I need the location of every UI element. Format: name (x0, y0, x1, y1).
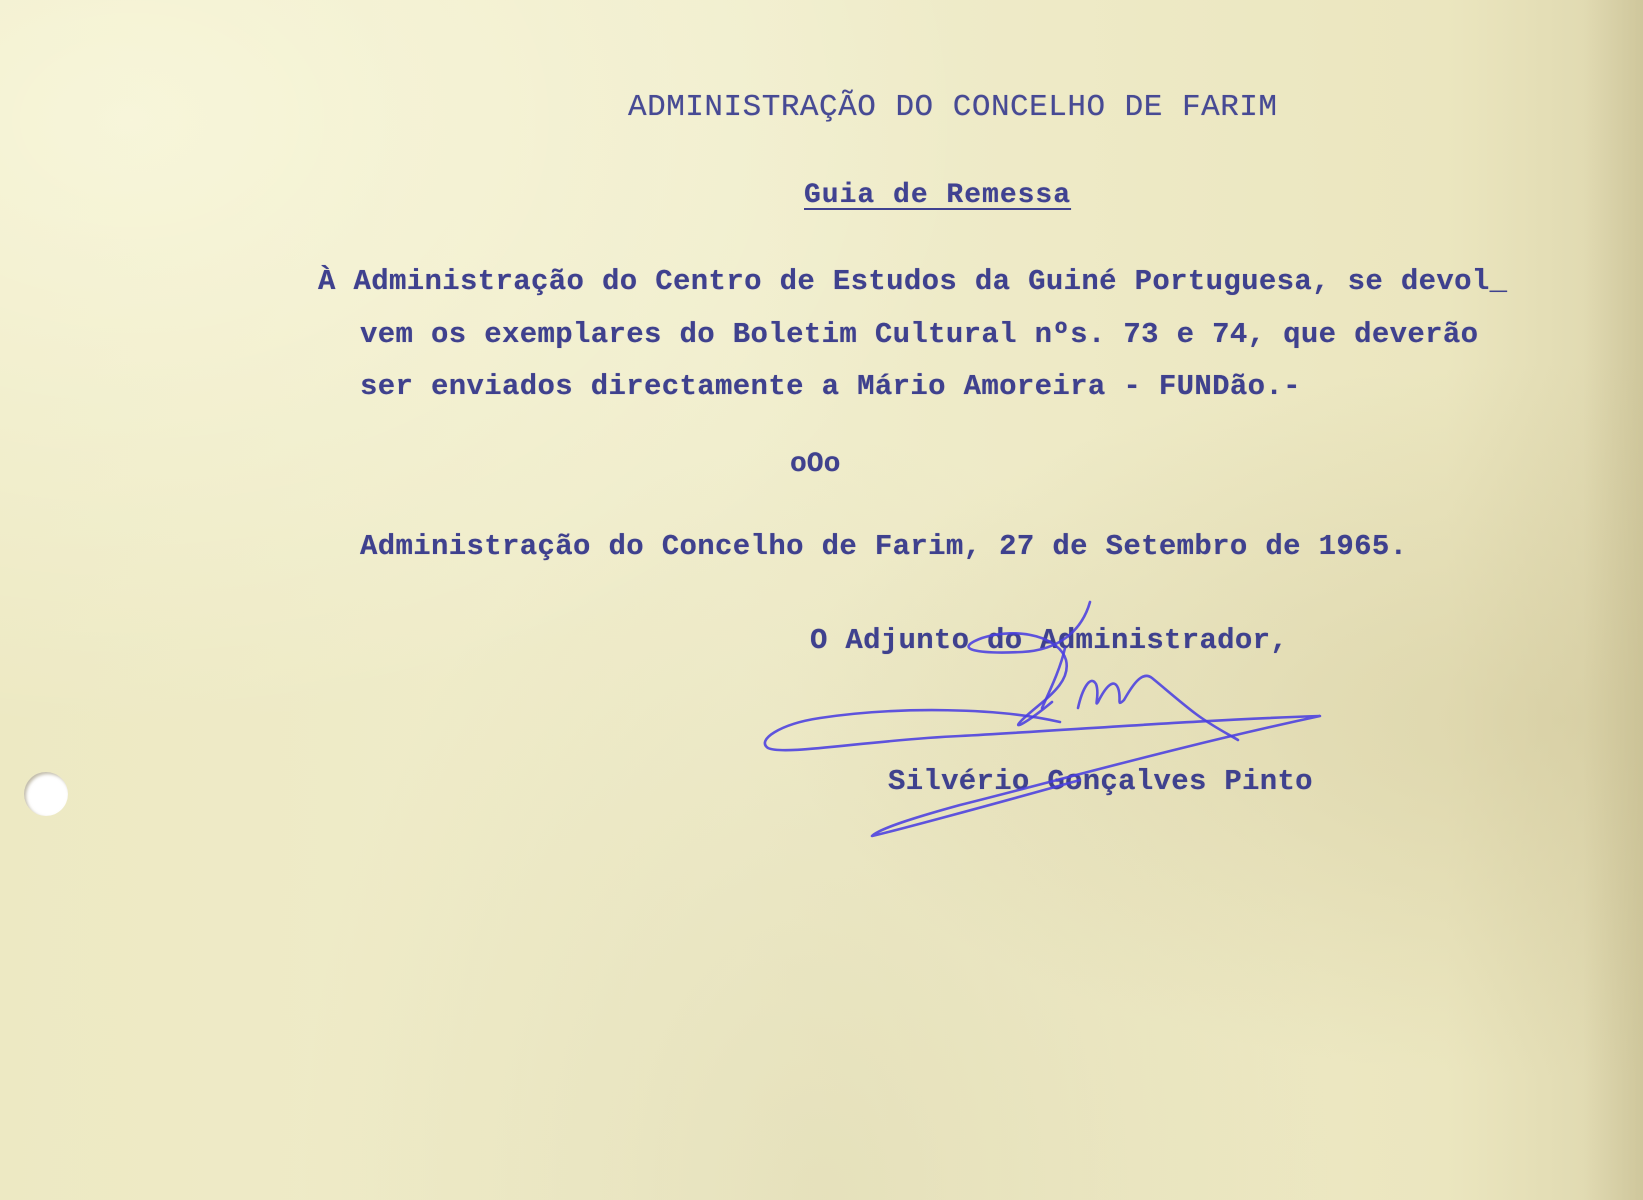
signatory-role: O Adjunto do Administrador, (810, 624, 1288, 657)
signature-stroke-flourish (765, 710, 1320, 836)
handwritten-signature (760, 590, 1380, 890)
punch-hole (24, 772, 68, 816)
signature-stroke-loop (969, 602, 1090, 725)
body-line-2: vem os exemplares do Boletim Cultural nºs. 73 e 74, que deverão (360, 318, 1479, 351)
signatory-name: Silvério Gonçalves Pinto (888, 765, 1313, 798)
body-line-3: ser enviados directamente a Mário Amoreira - FUNDão.- (360, 370, 1301, 403)
body-line-1: À Administração do Centro de Estudos da Guiné Portuguesa, se devol_ (318, 265, 1508, 298)
signature-stroke-letters (1078, 676, 1238, 740)
section-divider: oOo (790, 449, 841, 480)
document-subject: Guia de Remessa (804, 180, 1072, 211)
signature-stroke-stem (1042, 648, 1065, 708)
paper-edge-shadow (1583, 0, 1643, 1200)
place-and-date: Administração do Concelho de Farim, 27 de Setembro de 1965. (360, 530, 1408, 563)
document-heading: ADMINISTRAÇÃO DO CONCELHO DE FARIM (628, 90, 1278, 125)
